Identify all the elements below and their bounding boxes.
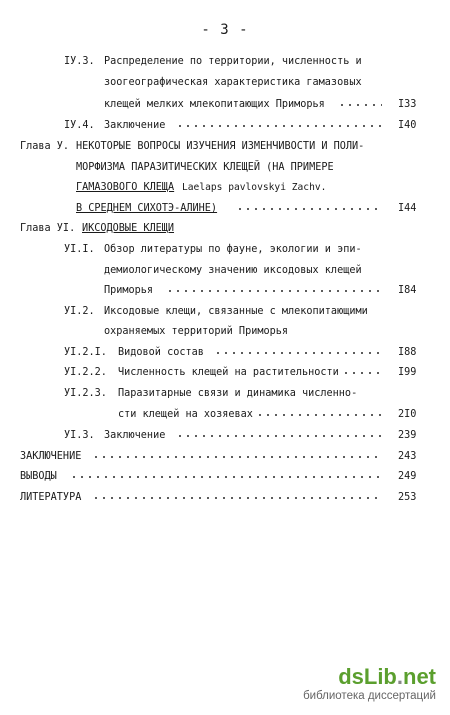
entry-title-line: Обзор литературы по фауне, экологии и эпи-: [104, 244, 362, 255]
dot-leader: [338, 104, 382, 106]
entry-page: 239: [398, 430, 417, 441]
entry-title-line: Иксодовые клещи, связанные с млекопитающими: [104, 306, 368, 317]
entry-title-line: Паразитарные связи и динамика численно-: [118, 388, 358, 399]
entry-number: УI.2.2.: [64, 367, 107, 378]
species-name: Laelaps pavlovskyi Zachv.: [182, 182, 327, 193]
entry-page: 2I0: [398, 409, 417, 420]
chapter-number: Глава УI.: [20, 223, 76, 234]
entry-title-line: клещей мелких млекопитающих Приморья: [104, 99, 325, 110]
entry-number: УI.2.I.: [64, 347, 107, 358]
entry-page: 243: [398, 451, 417, 462]
dot-leader: [342, 372, 382, 374]
entry-number: УI.I.: [64, 244, 95, 255]
section-title: ЗАКЛЮЧЕНИЕ: [20, 451, 82, 462]
entry-title: Заключение: [104, 120, 166, 131]
entry-title-line: охраняемых территорий Приморья: [104, 326, 289, 337]
entry-title-line: зоогеографическая характеристика гамазовых: [104, 77, 362, 88]
watermark-logo: [303, 665, 436, 689]
dot-leader: [236, 208, 382, 210]
dot-leader: [176, 435, 382, 437]
entry-page: I40: [398, 120, 417, 131]
entry-page: I99: [398, 367, 417, 378]
logo-main: dsLib: [338, 664, 397, 689]
entry-title: Видовой состав: [118, 347, 204, 358]
entry-page: I84: [398, 285, 417, 296]
entry-title-line: демиологическому значению иксодовых клещей: [104, 265, 362, 276]
dot-leader: [70, 476, 382, 478]
entry-title-line: Приморья: [104, 285, 154, 296]
section-title: ЛИТЕРАТУРА: [20, 492, 82, 503]
logo-tld: net: [403, 664, 436, 689]
chapter-title: ИКСОДОВЫЕ КЛЕЩИ: [82, 223, 175, 234]
dot-leader: [176, 125, 382, 127]
entry-page: 249: [398, 471, 417, 482]
entry-title: Численность клещей на растительности: [118, 367, 339, 378]
entry-number: УI.3.: [64, 430, 95, 441]
logo-dot: .: [396, 664, 403, 689]
entry-title-line: Распределение по территории, численность и: [104, 56, 362, 67]
chapter-title-line: МОРФИЗМА ПАРАЗИТИЧЕСКИХ КЛЕЩЕЙ (НА ПРИМЕРЕ: [76, 162, 334, 173]
entry-number: УI.2.3.: [64, 388, 107, 399]
entry-page: I33: [398, 99, 417, 110]
dot-leader: [92, 456, 382, 458]
chapter-title-line: ГАМАЗОВОГО КЛЕЩА: [76, 182, 175, 193]
dslib-watermark: [303, 665, 436, 703]
dot-leader: [92, 497, 382, 499]
chapter-number: Глава У.: [20, 141, 70, 152]
entry-page: I44: [398, 203, 417, 214]
page-number: - 3 -: [201, 22, 249, 38]
entry-page: 253: [398, 492, 417, 503]
entry-title-line: сти клещей на хозяевах: [118, 409, 253, 420]
entry-number: УI.2.: [64, 306, 95, 317]
watermark-subtitle: библиотека диссертаций: [303, 690, 436, 702]
dot-leader: [166, 290, 382, 292]
chapter-title-line: НЕКОТОРЫЕ ВОПРОСЫ ИЗУЧЕНИЯ ИЗМЕНЧИВОСТИ И ПОЛИ-: [76, 141, 365, 152]
dot-leader: [256, 414, 382, 416]
entry-page: I88: [398, 347, 417, 358]
entry-title: Заключение: [104, 430, 166, 441]
section-title: ВЫВОДЫ: [20, 471, 57, 482]
dot-leader: [214, 352, 382, 354]
entry-number: IУ.4.: [64, 120, 95, 131]
entry-number: IУ.3.: [64, 56, 95, 67]
chapter-title-line: В СРЕДНЕМ СИХОТЭ-АЛИНЕ): [76, 203, 218, 214]
